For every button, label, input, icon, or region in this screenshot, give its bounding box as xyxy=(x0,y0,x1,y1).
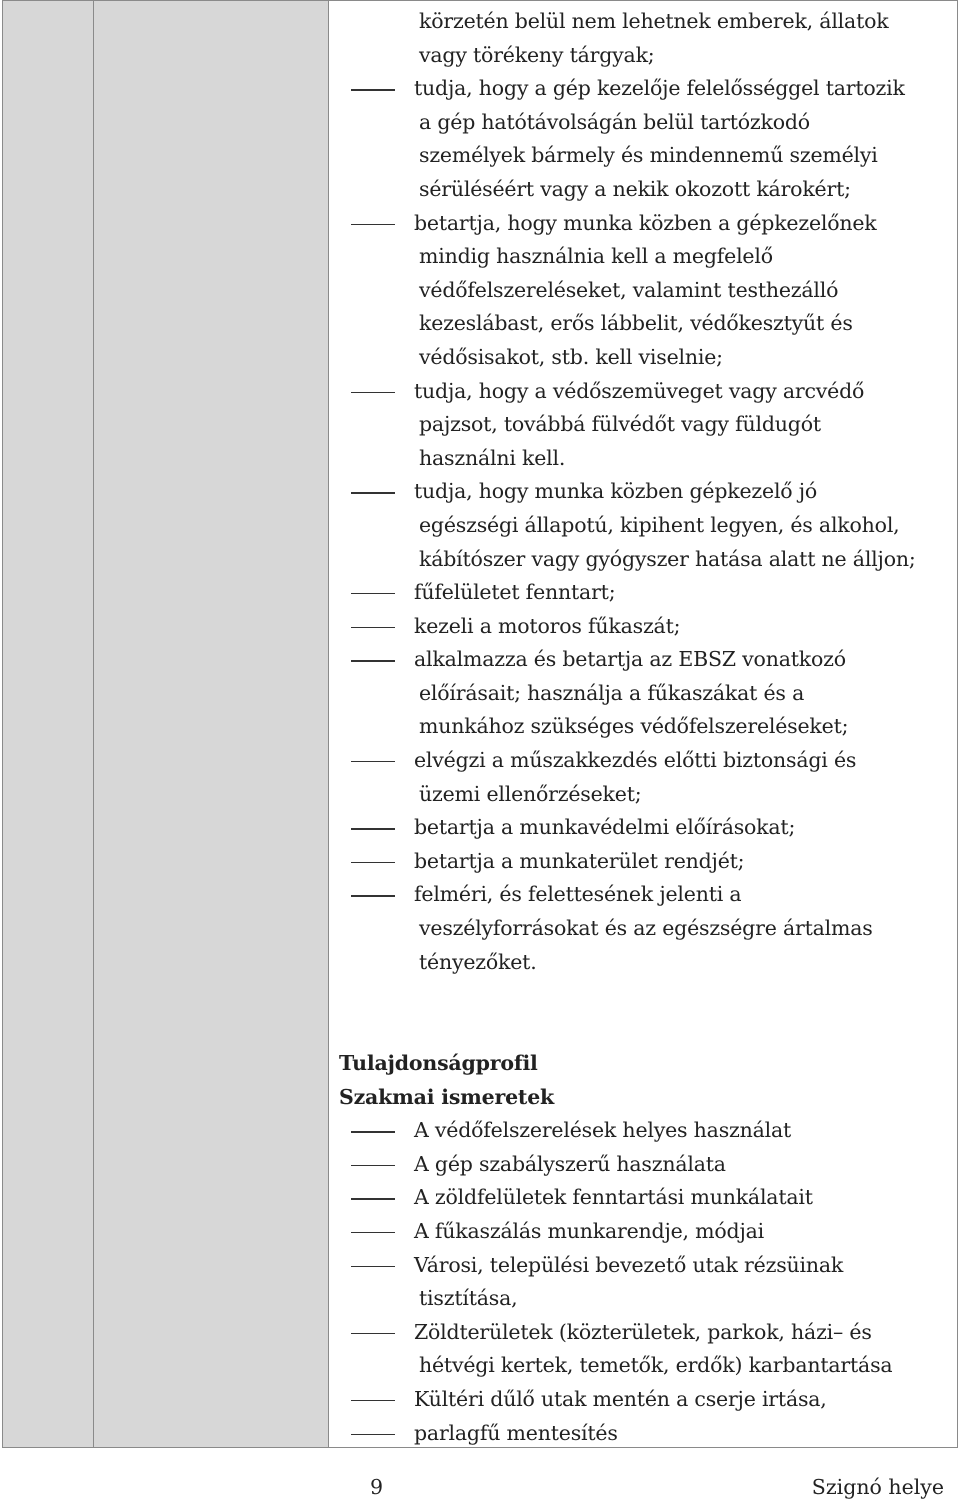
list-item xyxy=(329,1114,957,1148)
list-item-line: védősisakot, stb. kell viselnie; xyxy=(419,344,723,369)
profile-subtitle: Szakmai ismeretek xyxy=(339,1084,555,1109)
list-item xyxy=(329,1249,957,1316)
dash-bullet-icon xyxy=(351,89,395,90)
dash-bullet-icon xyxy=(351,761,395,762)
page-number: 9 xyxy=(370,1475,384,1499)
list-item-line: kezeli a motoros fűkaszát; xyxy=(414,613,681,638)
list-item-line: felméri, és felettesének jelenti a xyxy=(414,882,742,907)
list-item-line: előírásait; használja a fűkaszákat és a xyxy=(419,680,805,705)
dash-bullet-icon xyxy=(351,895,395,896)
table-column-shaded-2 xyxy=(94,1,329,1447)
dash-bullet-icon xyxy=(351,862,395,863)
table-column-content xyxy=(329,1,957,1447)
list-item xyxy=(329,475,957,576)
list-item-line: betartja, hogy munka közben a gépkezelőnek xyxy=(414,210,877,235)
list-item-line: kábítószer vagy gyógyszer hatása alatt ne álljon; xyxy=(419,546,916,571)
list-item xyxy=(329,1316,957,1383)
list-item-line: tudja, hogy a védőszemüveget vagy arcvédő xyxy=(414,378,865,403)
list-item xyxy=(329,1148,957,1182)
list-item xyxy=(329,5,957,72)
list-item-line: vagy törékeny tárgyak; xyxy=(419,42,655,67)
list-item-line: A fűkaszálás munkarendje, módjai xyxy=(414,1218,765,1243)
list-item xyxy=(329,576,957,610)
list-item-line: a gép hatótávolságán belül tartózkodó xyxy=(419,109,810,134)
dash-bullet-icon xyxy=(351,1232,395,1233)
dash-bullet-icon xyxy=(351,660,395,661)
list-item xyxy=(329,610,957,644)
dash-bullet-icon xyxy=(351,1165,395,1166)
dash-bullet-icon xyxy=(351,593,395,594)
list-item xyxy=(329,375,957,476)
list-item-line: hétvégi kertek, temetők, erdők) karbantartása xyxy=(419,1353,893,1378)
list-item-line: veszélyforrásokat és az egészségre ártalmas xyxy=(419,916,873,941)
list-item-line: védőfelszereléseket, valamint testhezálló xyxy=(419,277,839,302)
list-item xyxy=(329,878,957,979)
list-item-line: Városi, települési bevezető utak rézsüinak xyxy=(414,1252,844,1277)
document-table xyxy=(2,0,958,1448)
list-item-line: elvégzi a műszakkezdés előtti biztonsági és xyxy=(414,748,857,773)
list-item xyxy=(329,1417,957,1451)
list-item xyxy=(329,207,957,375)
list-item-line: körzetén belül nem lehetnek emberek, állatok xyxy=(419,9,889,33)
list-item-line: Kültéri dűlő utak mentén a cserje irtása, xyxy=(414,1386,827,1411)
profile-title: Tulajdonságprofil xyxy=(339,1051,538,1075)
dash-bullet-icon xyxy=(351,224,395,225)
list-item xyxy=(329,1383,957,1417)
signature-label: Szignó helye xyxy=(811,1475,944,1499)
task-list xyxy=(329,5,957,979)
list-item-line: tudja, hogy munka közben gépkezelő jó xyxy=(414,479,818,504)
dash-bullet-icon xyxy=(351,1434,395,1435)
list-item-line: tényezőket. xyxy=(419,949,537,974)
dash-bullet-icon xyxy=(351,1333,395,1334)
list-item-line: pajzsot, továbbá fülvédőt vagy füldugót xyxy=(419,412,821,437)
knowledge-list xyxy=(329,1114,957,1450)
list-item-line: sérüléséért vagy a nekik okozott károkért; xyxy=(419,176,851,201)
list-item-line: egészségi állapotú, kipihent legyen, és alkohol, xyxy=(419,512,900,537)
list-item-line: személyek bármely és mindennemű személyi xyxy=(419,143,878,168)
dash-bullet-icon xyxy=(351,392,395,393)
list-item-line: A védőfelszerelések helyes használat xyxy=(414,1118,792,1143)
dash-bullet-icon xyxy=(351,1400,395,1401)
dash-bullet-icon xyxy=(351,492,395,493)
list-item-line: A gép szabályszerű használata xyxy=(414,1151,726,1176)
list-item xyxy=(329,744,957,811)
list-item-line: használni kell. xyxy=(419,445,566,470)
list-item-line: üzemi ellenőrzéseket; xyxy=(419,781,642,806)
list-item-line: A zöldfelületek fenntartási munkálatait xyxy=(414,1185,813,1210)
list-item xyxy=(329,1215,957,1249)
list-item-line: alkalmazza és betartja az EBSZ vonatkozó xyxy=(414,647,846,672)
profile-section xyxy=(329,1047,957,1450)
list-item xyxy=(329,72,957,206)
dash-bullet-icon xyxy=(351,627,395,628)
list-item-line: Zöldterületek (közterületek, parkok, házi– és xyxy=(414,1319,872,1344)
list-item-line: tudja, hogy a gép kezelője felelősséggel tartozik xyxy=(414,76,905,101)
dash-bullet-icon xyxy=(351,1198,395,1199)
list-item-line: mindig használnia kell a megfelelő xyxy=(419,244,773,269)
list-item-line: fűfelületet fenntart; xyxy=(414,580,616,605)
list-item xyxy=(329,845,957,879)
list-item xyxy=(329,811,957,845)
dash-bullet-icon xyxy=(351,1131,395,1132)
list-item-line: munkához szükséges védőfelszereléseket; xyxy=(419,714,849,739)
dash-bullet-icon xyxy=(351,828,395,829)
list-item-line: betartja a munkaterület rendjét; xyxy=(414,848,745,873)
list-item-line: betartja a munkavédelmi előírásokat; xyxy=(414,815,796,840)
list-item-line: parlagfű mentesítés xyxy=(414,1420,618,1445)
list-item xyxy=(329,1181,957,1215)
list-item-line: kezeslábast, erős lábbelit, védőkesztyűt és xyxy=(419,311,853,336)
table-column-shaded-1 xyxy=(3,1,94,1447)
list-item xyxy=(329,643,957,744)
dash-bullet-icon xyxy=(351,1266,395,1267)
list-item-line: tisztítása, xyxy=(419,1286,518,1311)
